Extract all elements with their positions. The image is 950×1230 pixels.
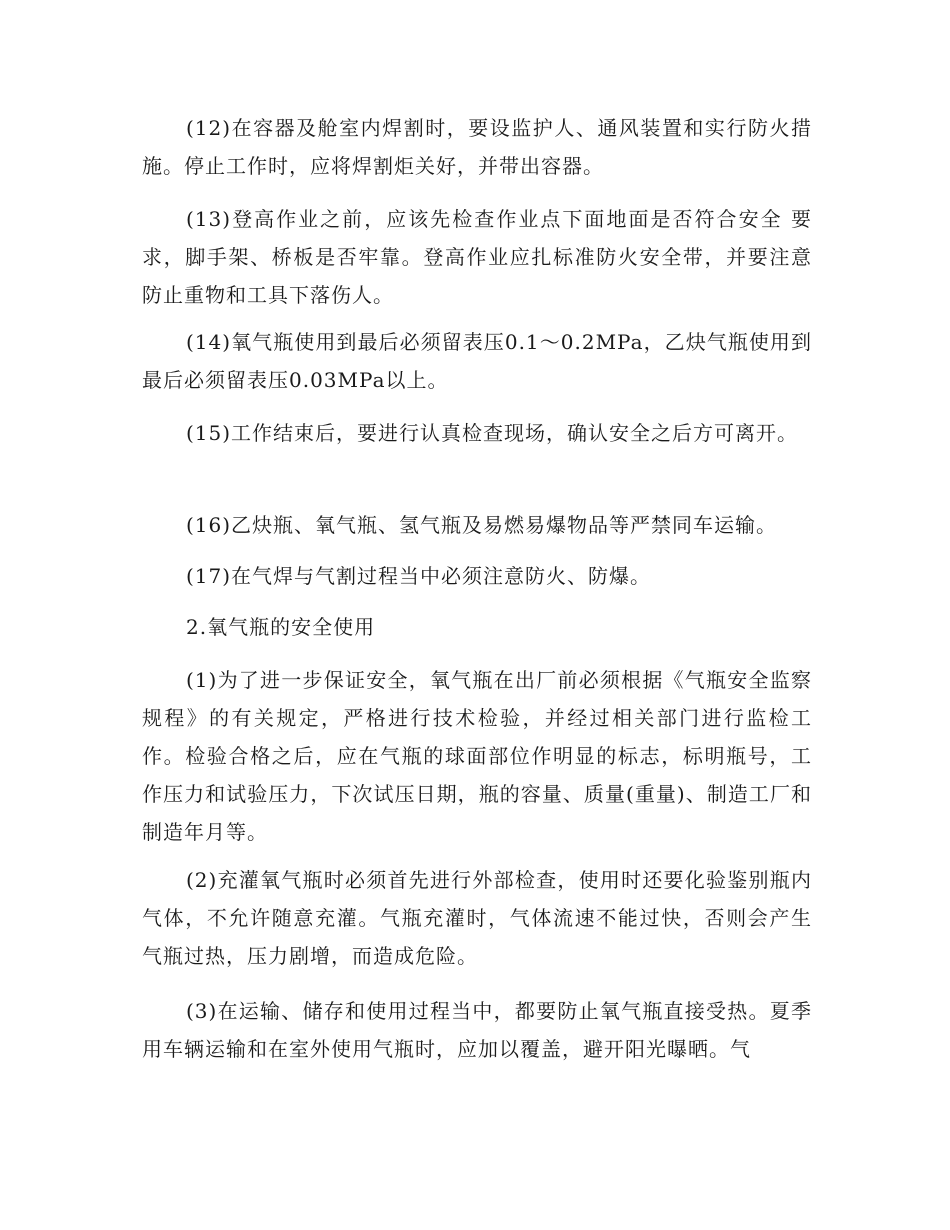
paragraph-17: (17)在气焊与气割过程当中必须注意防火、防爆。 <box>186 564 652 588</box>
paragraph-12: (12)在容器及舱室内焊割时，要设监护人、通风装置和实行防火措施。停止工作时，应将焊割炬关好，并带出容器。 <box>142 116 812 178</box>
section-heading: 2.氧气瓶的安全使用 <box>186 615 376 639</box>
paragraph-14: (14)氧气瓶使用到最后必须留表压0.1～0.2MPa，乙炔气瓶使用到最后必须留表压0.03MPa以上。 <box>142 330 812 392</box>
paragraph-15: (15)工作结束后，要进行认真检查现场，确认安全之后方可离开。 <box>186 421 799 445</box>
paragraph-oxygen-3: (3)在运输、储存和使用过程当中，都要防止氧气瓶直接受热。夏季用车辆运输和在室外使用气瓶时，应加以覆盖，避开阳光曝晒。气 <box>142 999 812 1061</box>
paragraph-oxygen-2: (2)充灌氧气瓶时必须首先进行外部检查，使用时还要化验鉴别瓶内气体，不允许随意充灌。气瓶充灌时，气体流速不能过快，否则会产生气瓶过热，压力剧增，而造成危险。 <box>142 868 812 968</box>
paragraph-16: (16)乙炔瓶、氧气瓶、氢气瓶及易燃易爆物品等严禁同车运输。 <box>186 513 778 537</box>
paragraph-13: (13)登高作业之前，应该先检查作业点下面地面是否符合安全 要求，脚手架、桥板是否牢靠。登高作业应扎标准防火安全带，并要注意防止重物和工具下落伤人。 <box>142 207 812 307</box>
paragraph-oxygen-1: (1)为了进一步保证安全，氧气瓶在出厂前必须根据《气瓶安全监察规程》的有关规定，严格进行技术检验，并经过相关部门进行监检工作。检验合格之后，应在气瓶的球面部位作明显的标志，标明瓶号，工作压力和试验压力，下次试压日期，瓶的容量、质量(重量)、制造工厂和制造年月等。 <box>142 668 812 844</box>
